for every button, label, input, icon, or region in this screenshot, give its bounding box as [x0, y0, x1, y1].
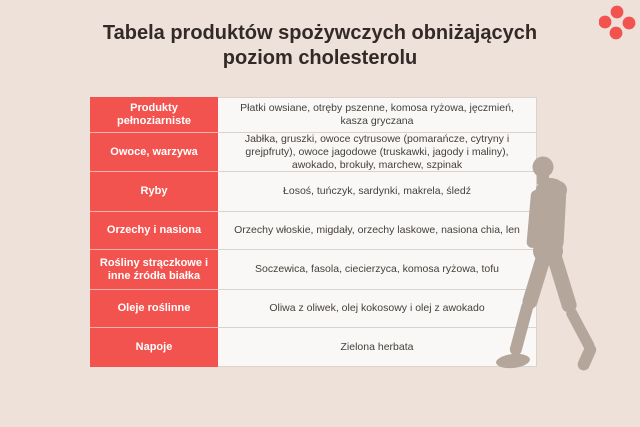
page-title: [0, 21, 640, 71]
items-cell: Orzechy włoskie, migdały, orzechy laskowe, nasiona chia, len: [218, 212, 537, 250]
items-cell: Oliwa z oliwek, olej kokosowy i olej z awokado: [218, 290, 537, 328]
items-cell: Jabłka, gruszki, owoce cytrusowe (pomarańcze, cytryny i grejpfruty), owoce jagodowe (truskawki, jagody i maliny), awokado, brokuły, marchew, szpinak: [218, 133, 537, 172]
items-cell: Soczewica, fasola, ciecierzyca, komosa ryżowa, tofu: [218, 250, 537, 290]
table-row: [90, 172, 537, 212]
items-cell: Zielona herbata: [218, 328, 537, 367]
table-row: [90, 97, 537, 133]
title-line-1: Tabela produktów spożywczych obniżających: [102, 22, 538, 44]
category-cell: Produkty pełnoziarniste: [90, 97, 218, 133]
category-cell: Ryby: [90, 172, 218, 212]
items-cell: Płatki owsiane, otręby pszenne, komosa ryżowa, jęczmień, kasza gryczana: [218, 97, 537, 133]
category-cell: Napoje: [90, 328, 218, 367]
table-row: [90, 250, 537, 290]
table-row: [90, 212, 537, 250]
table-row: [90, 133, 537, 172]
category-cell: Rośliny strączkowe i inne źródła białka: [90, 250, 218, 290]
title-line-2: poziom cholesterolu: [222, 47, 418, 69]
cholesterol-products-table: [90, 97, 537, 367]
walking-person-silhouette: [492, 148, 607, 376]
category-cell: Oleje roślinne: [90, 290, 218, 328]
items-cell: Łosoś, tuńczyk, sardynki, makrela, śledź: [218, 172, 537, 212]
table-row: [90, 328, 537, 367]
table-row: [90, 290, 537, 328]
category-cell: Orzechy i nasiona: [90, 212, 218, 250]
category-cell: Owoce, warzywa: [90, 133, 218, 172]
